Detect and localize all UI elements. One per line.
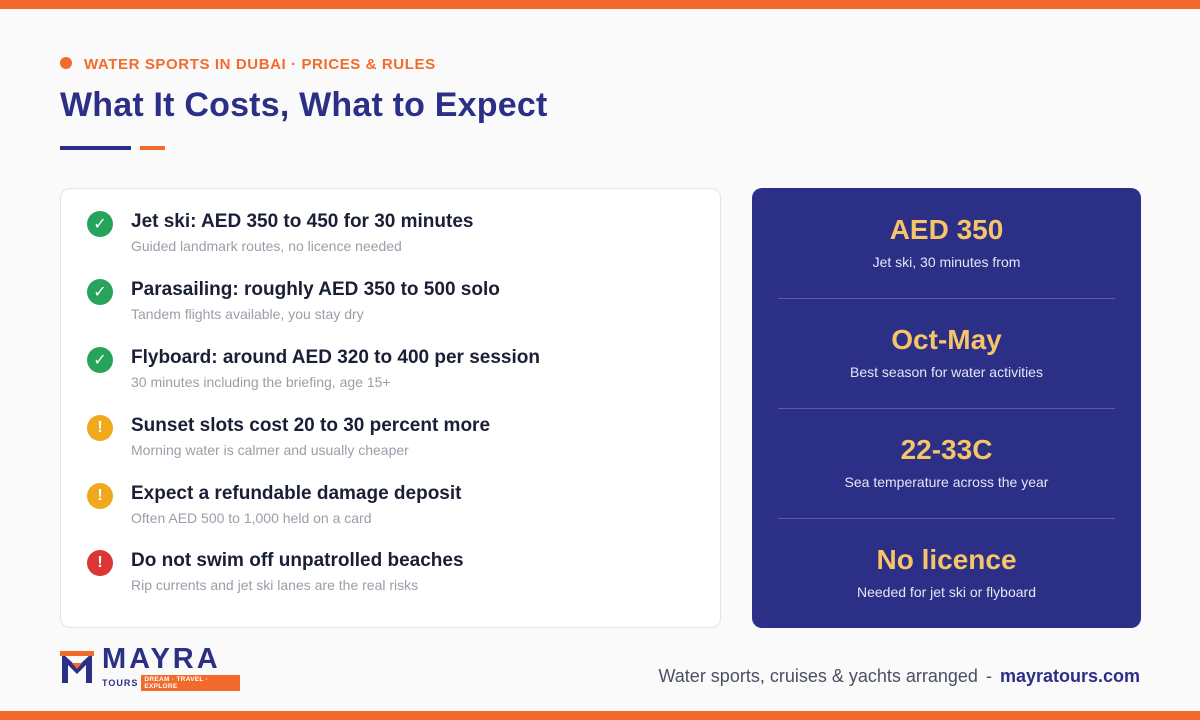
- list-item: [87, 347, 540, 391]
- list-item: [87, 415, 490, 459]
- brand-logo[interactable]: [60, 643, 240, 690]
- page-title: What It Costs, What to Expect: [60, 86, 548, 124]
- eyebrow: [60, 56, 436, 73]
- stat-divider: [778, 408, 1115, 409]
- item-title: Sunset slots cost 20 to 30 percent more: [131, 415, 491, 436]
- check-icon: ✓: [87, 347, 113, 373]
- footer-website-link[interactable]: mayratours.com: [999, 666, 1140, 686]
- item-title: Flyboard: around AED 320 to 400 per session: [131, 347, 540, 368]
- logo-wordmark: MAYRA: [102, 643, 221, 675]
- logo-mark-icon: [60, 647, 94, 685]
- stat-label: Best season for water activities: [850, 364, 1043, 380]
- warning-icon: !: [87, 415, 113, 441]
- item-subtitle: Guided landmark routes, no licence needed: [131, 238, 402, 254]
- price-rules-list: [60, 188, 721, 628]
- footer-line: [658, 666, 1140, 687]
- list-item: [87, 550, 464, 594]
- item-subtitle: Tandem flights available, you stay dry: [131, 306, 364, 322]
- warning-icon: !: [87, 483, 113, 509]
- list-item: [87, 211, 473, 255]
- logo-sub-text: TOURS: [102, 678, 139, 688]
- stat-value: 22-33C: [900, 434, 993, 465]
- list-item: [87, 483, 461, 527]
- item-title: Do not swim off unpatrolled beaches: [131, 550, 464, 571]
- stat-block: [752, 324, 1141, 381]
- logo-subline: [102, 675, 240, 691]
- title-underline-primary: [60, 146, 131, 150]
- check-icon: ✓: [87, 279, 113, 305]
- logo-tagline: DREAM · TRAVEL · EXPLORE: [141, 675, 240, 691]
- footer-text: Water sports, cruises & yachts arranged: [658, 666, 978, 686]
- item-subtitle: 30 minutes including the briefing, age 15+: [131, 374, 391, 390]
- stat-label: Needed for jet ski or flyboard: [857, 584, 1036, 600]
- danger-icon: !: [87, 550, 113, 576]
- check-icon: ✓: [87, 211, 113, 237]
- stat-block: [752, 434, 1141, 491]
- eyebrow-dot: [60, 57, 72, 69]
- eyebrow-text: WATER SPORTS IN DUBAI · PRICES & RULES: [84, 56, 436, 73]
- item-title: Expect a refundable damage deposit: [131, 483, 462, 504]
- stat-label: Sea temperature across the year: [844, 474, 1049, 490]
- footer-separator: -: [985, 666, 992, 686]
- stat-block: [752, 544, 1141, 601]
- stat-value: No licence: [876, 544, 1017, 575]
- stat-value: Oct-May: [891, 324, 1002, 355]
- stat-label: Jet ski, 30 minutes from: [872, 254, 1021, 270]
- stat-divider: [778, 298, 1115, 299]
- bottom-accent-bar: [0, 711, 1200, 720]
- stat-divider: [778, 518, 1115, 519]
- stat-block: [752, 214, 1141, 271]
- item-subtitle: Rip currents and jet ski lanes are the real risks: [131, 577, 419, 593]
- item-title: Parasailing: roughly AED 350 to 500 solo: [131, 279, 500, 300]
- item-subtitle: Morning water is calmer and usually cheaper: [131, 442, 409, 458]
- item-title: Jet ski: AED 350 to 450 for 30 minutes: [131, 211, 474, 232]
- stat-value: AED 350: [889, 214, 1004, 245]
- list-item: [87, 279, 500, 323]
- title-underline-accent: [140, 146, 165, 150]
- item-subtitle: Often AED 500 to 1,000 held on a card: [131, 510, 372, 526]
- key-stats-panel: [752, 188, 1141, 628]
- top-accent-bar: [0, 0, 1200, 9]
